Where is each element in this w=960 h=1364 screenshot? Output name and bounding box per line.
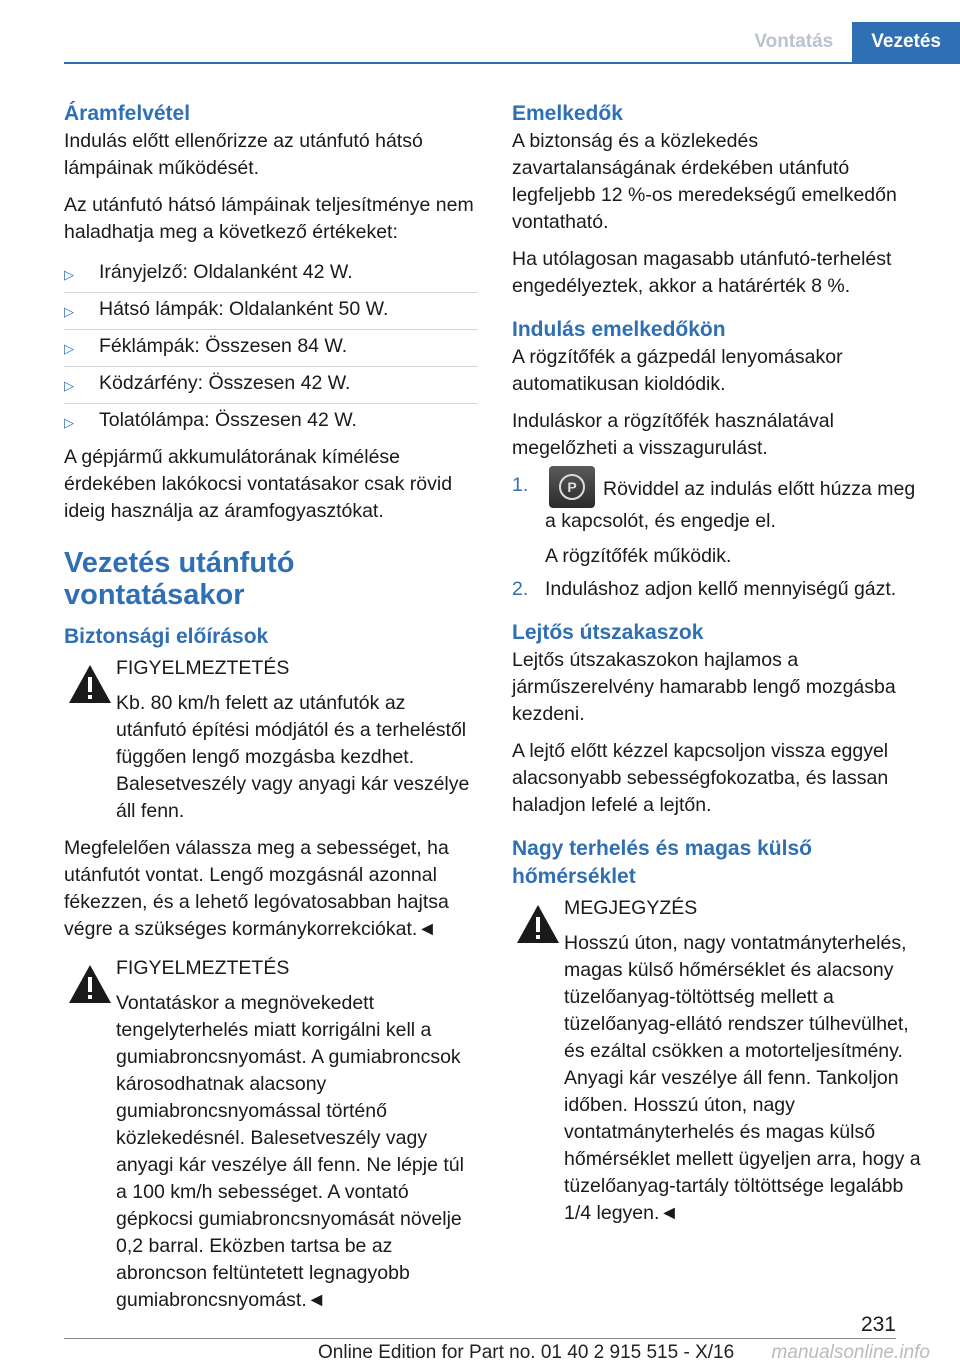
warning-triangle-icon	[64, 959, 116, 1011]
header-divider	[64, 62, 960, 64]
right-column	[512, 100, 926, 1239]
list-item: ▷ Féklámpák: Összesen 84 W.	[64, 330, 478, 367]
footer-divider	[64, 1338, 896, 1339]
steps-list	[512, 472, 926, 603]
watermark: manualsonline.info	[771, 1342, 930, 1363]
note-text: Hosszú úton, nagy vontatmányterhelés, magas külső hőmérséklet és alacsony tüzelőanyag-töltöttség mellett a tüzelőanyag-ellátó rendszer túlhevülhet, és ezáltal csökken a motorteljesítmény. Anyagi kár veszélye áll fenn. Tankoljon időben. Hosszú úton, nagy vontatmányterhelés és magas külső hőmérséklet mellett ügyeljen arra, hogy a tüzelőanyag-tartály töltöttsége legalább 1/4 legyen.◄	[564, 932, 921, 1224]
paragraph: Indulás előtt ellenőrizze az utánfutó hátsó lámpáinak működését.	[64, 130, 423, 179]
list-item	[512, 576, 926, 603]
warning-triangle-icon	[512, 899, 564, 951]
section-title-indulas: Indulás emelkedőkön	[512, 318, 726, 341]
section-title-nagy-terheles: Nagy terhelés és magas külső hőmérséklet	[512, 837, 812, 888]
step-text: Röviddel az indulás előtt húzza meg a kapcsolót, és engedje el.	[545, 478, 916, 532]
parking-brake-icon: P	[549, 466, 595, 508]
warning-triangle-icon	[64, 659, 116, 711]
paragraph: A lejtő előtt kézzel kapcsoljon vissza eggyel alacsonyabb sebességfokozatba, és lassan haladjon lefelé a lejtőn.	[512, 740, 889, 816]
warning-block	[64, 955, 478, 1314]
note-label: MEGJEGYZÉS	[564, 897, 698, 919]
paragraph: A gépjármű akkumulátorának kímélése érdekében lakókocsi vontatásakor csak rövid ideig használja az áramfogyasztókat.	[64, 446, 453, 522]
warning-text: Kb. 80 km/h felett az utánfutók az utánfutó építési módjától és a terheléstől függően lengő mozgásba kezdhet. Balesetveszély vagy anyagi kár veszélye áll fenn.	[116, 692, 470, 822]
bullet-triangle-icon: ▷	[64, 304, 74, 319]
step-number: 2.	[512, 578, 529, 600]
section-title-aramfelvetel: Áramfelvétel	[64, 102, 191, 125]
paragraph: A biztonság és a közlekedés zavartalanságának érdekében utánfutó legfeljebb 12 %-os meredekségű emelkedőn vontatható.	[512, 130, 897, 233]
list-item: ▷ Ködzárfény: Összesen 42 W.	[64, 367, 478, 404]
paragraph: Ha utólagosan magasabb utánfutó-terhelést engedélyeztek, akkor a határérték 8 %.	[512, 248, 892, 297]
bullet-triangle-icon: ▷	[64, 341, 74, 356]
page-number: 231	[860, 1313, 896, 1336]
list-item: ▷ Irányjelző: Oldalanként 42 W.	[64, 256, 478, 293]
left-column	[64, 100, 478, 1326]
warning-block	[64, 655, 478, 943]
section-title-lejtos: Lejtős útszakaszok	[512, 621, 704, 644]
header-tabs	[735, 22, 960, 62]
bullet-triangle-icon: ▷	[64, 267, 74, 282]
lamp-wattage-list	[64, 256, 478, 440]
list-item: ▷ Hátsó lámpák: Oldalanként 50 W.	[64, 293, 478, 330]
note-block	[512, 895, 926, 1227]
tab-vezetes[interactable]: Vezetés	[852, 22, 960, 62]
paragraph: Induláskor a rögzítőfék használatával megelőzheti a visszagurulást.	[512, 410, 834, 459]
warning-text: Vontatáskor a megnövekedett tengelyterhelés miatt korrigálni kell a gumiabroncsnyomást. A gumiabroncsok károsodhatnak alacsony gumiabroncsnyomással történő közlekedésnél. Balesetveszély vagy anyagi kár veszélye áll fenn. Ne lépje túl a 100 km/h sebességet. A vontató gépkocsi gumiabroncsnyomását növelje 0,2 barral. Eközben tartsa be az abroncson feltüntetett legnagyobb gumiabroncsnyomást.◄	[116, 992, 464, 1311]
bullet-triangle-icon: ▷	[64, 415, 74, 430]
tab-vontatas[interactable]: Vontatás	[735, 22, 852, 62]
section-title-emelkedok: Emelkedők	[512, 102, 623, 125]
section-title-biztonsagi: Biztonsági előírások	[64, 625, 269, 648]
paragraph: Az utánfutó hátsó lámpáinak teljesítménye nem haladhatja meg a következő értékeket:	[64, 194, 474, 243]
step-subtext: A rögzítőfék működik.	[545, 545, 732, 567]
edition-text: Online Edition for Part no. 01 40 2 915 515 - X/16	[318, 1342, 735, 1363]
paragraph: Megfelelően válassza meg a sebességet, ha utánfutót vontat. Lengő mozgásnál azonnal fékezzen, és a lehető legóvatosabban hajtsa végre a szükséges kormánykorrekciókat.◄	[64, 837, 449, 940]
warning-label: FIGYELMEZTETÉS	[116, 657, 290, 679]
paragraph: Lejtős útszakaszokon hajlamos a járműszerelvény hamarabb lengő mozgásba kezdeni.	[512, 649, 896, 725]
warning-label: FIGYELMEZTETÉS	[116, 957, 290, 979]
step-text: Induláshoz adjon kellő mennyiségű gázt.	[545, 578, 897, 600]
step-number: 1.	[512, 474, 529, 496]
chapter-title: Vezetés utánfutó vontatásakor	[64, 547, 295, 611]
paragraph: A rögzítőfék a gázpedál lenyomásakor automatikusan kioldódik.	[512, 346, 843, 395]
list-item	[512, 472, 926, 570]
list-item: ▷ Tolatólámpa: Összesen 42 W.	[64, 404, 478, 440]
bullet-triangle-icon: ▷	[64, 378, 74, 393]
